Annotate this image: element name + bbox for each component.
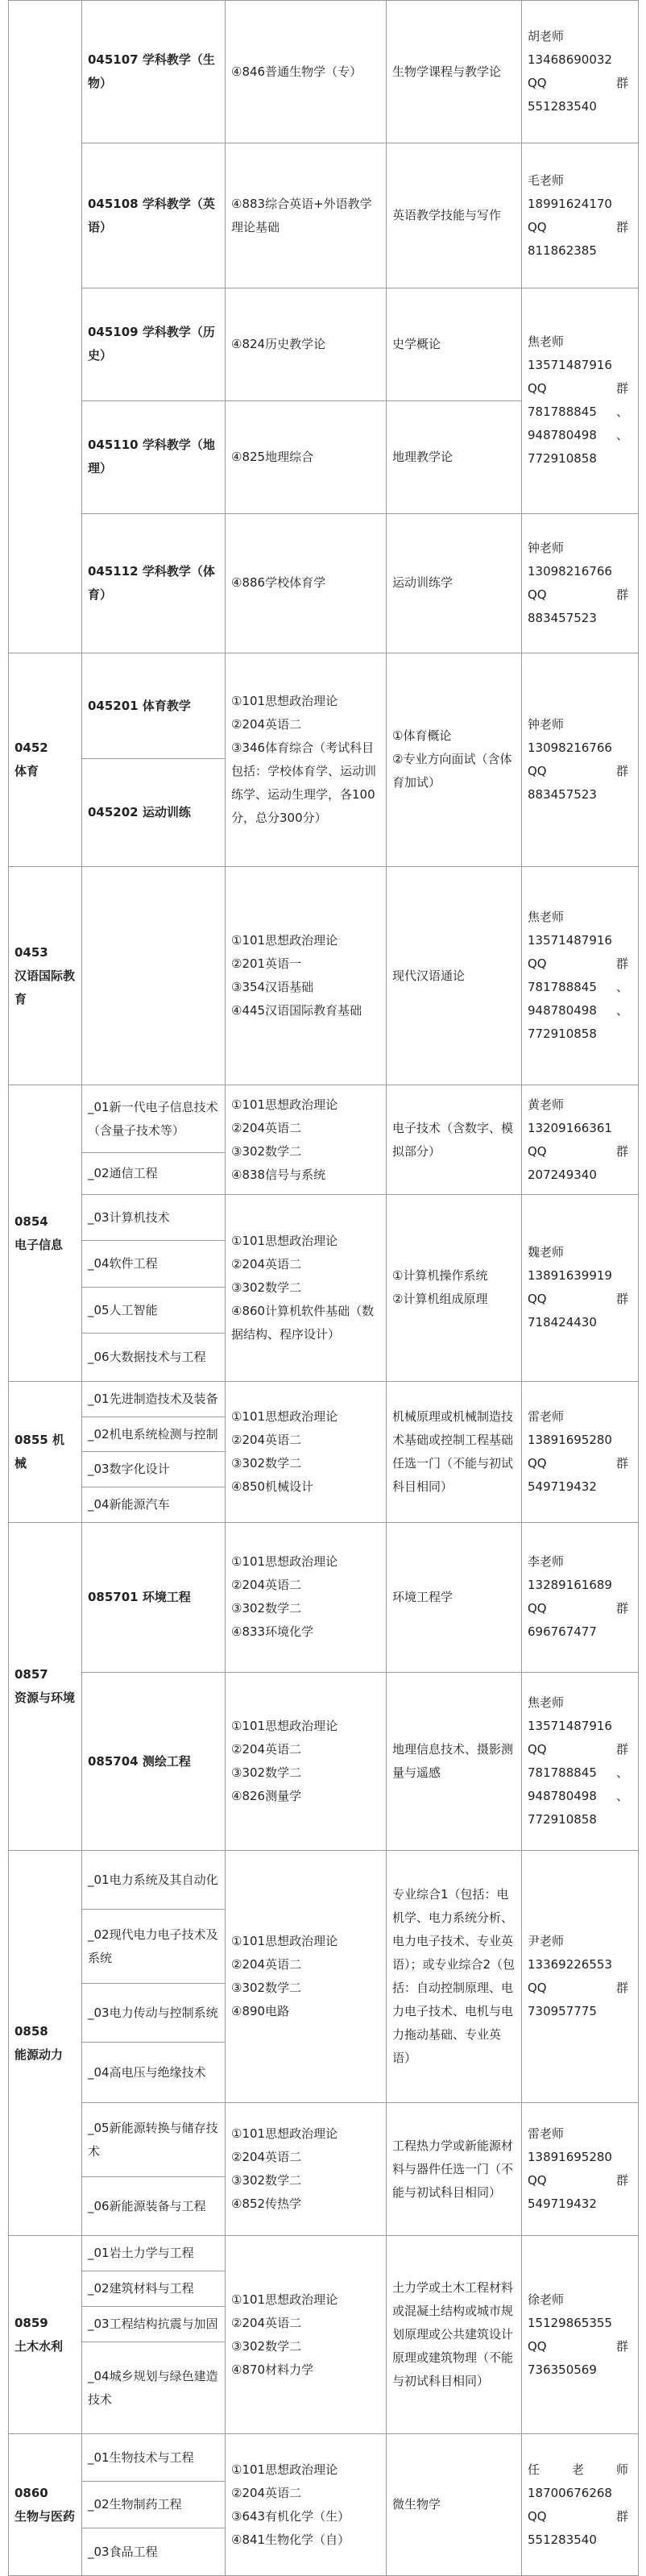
exam-cell: ①101思想政治理论 ②204英语二 ③302数学二 ④890电路: [226, 1851, 387, 2103]
exam-cell: ④846普通生物学（专）: [226, 1, 387, 143]
direction-cell: _03电力传动与控制系统: [82, 1984, 226, 2043]
direction-cell: _01岩土力学与工程: [82, 2236, 226, 2271]
table-row: [9, 1381, 639, 1417]
major-cell: 0453 汉语国际教育: [9, 867, 82, 1085]
major-cell: 0859 土木水利: [9, 2236, 82, 2434]
contact-cell: 任 老 师 18700676268 QQ 群 551283540: [522, 2434, 639, 2576]
exam-cell: ①101思想政治理论 ②204英语二 ③302数学二 ④833环境化学: [226, 1523, 387, 1673]
major-cell: 0854 电子信息: [9, 1085, 82, 1381]
direction-cell: 045202 运动训练: [82, 759, 226, 867]
retest-cell: 机械原理或机械制造技术基础或控制工程基础任选一门（不能与初试科目相同）: [387, 1381, 522, 1522]
retest-cell: 史学概论: [387, 288, 522, 400]
direction-cell: _02通信工程: [82, 1152, 226, 1194]
direction-cell: _02现代电力电子技术及系统: [82, 1910, 226, 1984]
retest-cell: ①计算机操作系统 ②计算机组成原理: [387, 1195, 522, 1382]
contact-cell: 焦老师 13571487916 QQ 群 781788845 、 948780498 、 772910858: [522, 867, 639, 1085]
table-row: [9, 1195, 639, 1241]
direction-cell: 045108 学科教学（英语）: [82, 143, 226, 288]
retest-cell: 土力学或土木工程材料或混凝土结构或城市规划原理或公共建筑设计原理或建筑物理（不能与初试科目相同）: [387, 2236, 522, 2434]
direction-cell: _04新能源汽车: [82, 1487, 226, 1523]
table-row: [9, 1085, 639, 1153]
direction-cell: 045107 学科教学（生物）: [82, 1, 226, 143]
contact-cell: 钟老师 13098216766 QQ 群 883457523: [522, 653, 639, 866]
direction-cell: _06新能源装备与工程: [82, 2177, 226, 2236]
direction-cell: 085701 环境工程: [82, 1523, 226, 1673]
retest-cell: 地理信息技术、摄影测量与遥感: [387, 1672, 522, 1850]
direction-cell: _04软件工程: [82, 1241, 226, 1287]
table-row: [9, 867, 639, 1085]
direction-cell: 045112 学科教学（体育）: [82, 513, 226, 653]
major-cell: 0858 能源动力: [9, 1851, 82, 2236]
table-row: [9, 288, 639, 400]
retest-cell: 生物学课程与教学论: [387, 1, 522, 143]
table-row: [9, 1, 639, 143]
retest-cell: 专业综合1（包括：电机学、电力系统分析、电力电子技术、专业英语）；或专业综合2（包括：自动控制原理、电力电子技术、电机与电力拖动基础、专业英语）: [387, 1851, 522, 2103]
contact-cell: 焦老师 13571487916 QQ 群 781788845 、 948780498 、 772910858: [522, 1672, 639, 1850]
major-cell: 0857 资源与环境: [9, 1523, 82, 1851]
contact-cell: 李老师 13289161689 QQ 群 696767477: [522, 1523, 639, 1673]
exam-cell: ①101思想政治理论 ②204英语二 ③302数学二 ④838信号与系统: [226, 1085, 387, 1195]
contact-cell: 毛老师 18991624170 QQ 群 811862385: [522, 143, 639, 288]
table-row: [9, 143, 639, 288]
retest-cell: 英语教学技能与写作: [387, 143, 522, 288]
exam-cell: ①101思想政治理论 ②204英语二 ③302数学二 ④850机械设计: [226, 1381, 387, 1522]
retest-cell: 微生物学: [387, 2434, 522, 2576]
direction-cell: _05人工智能: [82, 1287, 226, 1333]
retest-cell: ①体育概论 ②专业方向面试（含体育加试）: [387, 653, 522, 866]
direction-cell: _02生物制药工程: [82, 2481, 226, 2528]
table-row: [9, 1851, 639, 1910]
direction-cell: _01先进制造技术及装备: [82, 1381, 226, 1417]
direction-cell: _06大数据技术与工程: [82, 1334, 226, 1381]
direction-cell: _03食品工程: [82, 2528, 226, 2576]
exam-cell: ①101思想政治理论 ②204英语二 ③302数学二 ④870材料力学: [226, 2236, 387, 2434]
major-cell: 0452 体育: [9, 653, 82, 866]
contact-cell: 雷老师 13891695280 QQ 群 549719432: [522, 1381, 639, 1522]
table-row: [9, 1672, 639, 1850]
retest-cell: 运动训练学: [387, 513, 522, 653]
direction-cell: _04高电压与绝缘技术: [82, 2043, 226, 2103]
exam-cell: ①101思想政治理论 ②204英语二 ③643有机化学（生） ④841生物化学（自）: [226, 2434, 387, 2576]
table-row: [9, 2103, 639, 2177]
major-cell: 0860 生物与医药: [9, 2434, 82, 2576]
retest-cell: 现代汉语通论: [387, 867, 522, 1085]
direction-cell: _03工程结构抗震与加固: [82, 2306, 226, 2342]
table-row: [9, 2236, 639, 2271]
direction-cell: _02机电系统检测与控制: [82, 1417, 226, 1452]
major-cell: 0855 机械: [9, 1381, 82, 1522]
exam-cell: ①101思想政治理论 ②201英语一 ③354汉语基础 ④445汉语国际教育基础: [226, 867, 387, 1085]
direction-cell: _01新一代电子信息技术（含量子技术等）: [82, 1085, 226, 1153]
contact-cell: 钟老师 13098216766 QQ 群 883457523: [522, 513, 639, 653]
exam-cell: ④825地理综合: [226, 400, 387, 513]
exam-cell: ④883综合英语+外语教学理论基础: [226, 143, 387, 288]
table-row: [9, 2434, 639, 2481]
direction-cell: 045109 学科教学（历史）: [82, 288, 226, 400]
direction-cell: [82, 867, 226, 1085]
contact-cell: 尹老师 13369226553 QQ 群 730957775: [522, 1851, 639, 2103]
direction-cell: 045201 体育教学: [82, 653, 226, 759]
exam-cell: ①101思想政治理论 ②204英语二 ③346体育综合（考试科目包括：学校体育学、运动训练学、运动生理学，各100分，总分300分）: [226, 653, 387, 866]
table-row: [9, 1523, 639, 1673]
direction-cell: _01电力系统及其自动化: [82, 1851, 226, 1910]
direction-cell: _02建筑材料与工程: [82, 2271, 226, 2306]
exam-cell: ④886学校体育学: [226, 513, 387, 653]
program-table: [8, 0, 639, 2576]
contact-cell: 魏老师 13891639919 QQ 群 718424430: [522, 1195, 639, 1382]
major-cell: [9, 1, 82, 653]
contact-cell: 黄老师 13209166361 QQ 群 207249340: [522, 1085, 639, 1195]
direction-cell: _04城乡规划与绿色建造技术: [82, 2342, 226, 2434]
direction-cell: 045110 学科教学（地理）: [82, 400, 226, 513]
contact-cell: 雷老师 13891695280 QQ 群 549719432: [522, 2103, 639, 2236]
retest-cell: 地理教学论: [387, 400, 522, 513]
retest-cell: 电子技术（含数字、模拟部分）: [387, 1085, 522, 1195]
exam-cell: ①101思想政治理论 ②204英语二 ③302数学二 ④826测量学: [226, 1672, 387, 1850]
direction-cell: _03计算机技术: [82, 1195, 226, 1241]
contact-cell: 胡老师 13468690032 QQ 群 551283540: [522, 1, 639, 143]
table-row: [9, 513, 639, 653]
direction-cell: 085704 测绘工程: [82, 1672, 226, 1850]
contact-cell: 焦老师 13571487916 QQ 群 781788845 、 948780498 、 772910858: [522, 288, 639, 513]
table-row: [9, 653, 639, 759]
exam-cell: ④824历史教学论: [226, 288, 387, 400]
contact-cell: 徐老师 15129865355 QQ 群 736350569: [522, 2236, 639, 2434]
retest-cell: 工程热力学或新能源材料与器件任选一门（不能与初试科目相同）: [387, 2103, 522, 2236]
direction-cell: _01生物技术与工程: [82, 2434, 226, 2481]
retest-cell: 环境工程学: [387, 1523, 522, 1673]
direction-cell: _05新能源转换与储存技术: [82, 2103, 226, 2177]
direction-cell: _03数字化设计: [82, 1452, 226, 1487]
exam-cell: ①101思想政治理论 ②204英语二 ③302数学二 ④860计算机软件基础（数据结构、程序设计）: [226, 1195, 387, 1382]
exam-cell: ①101思想政治理论 ②204英语二 ③302数学二 ④852传热学: [226, 2103, 387, 2236]
